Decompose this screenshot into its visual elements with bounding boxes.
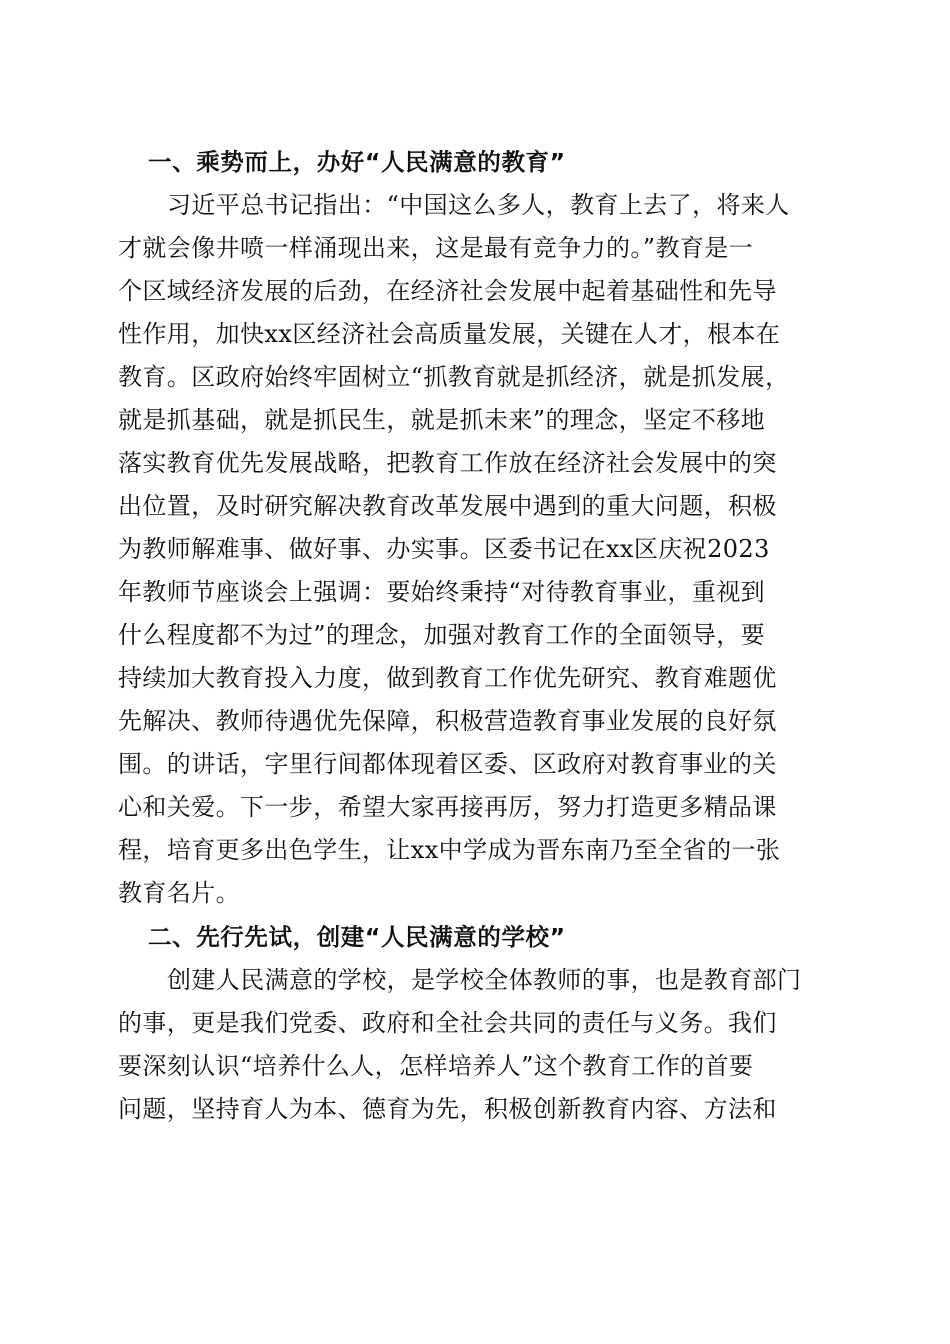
paragraph-line: 教育。区政府始终牢固树立“抓教育就是抓经济，就是抓发展， [118,363,790,391]
section-2-heading: 二、先行先试，创建“人民满意的学校” [148,923,566,951]
paragraph-line: 问题，坚持育人为本、德育为先，积极创新教育内容、方法和 [118,1095,777,1123]
paragraph-line: 年教师节座谈会上强调：要始终秉持“对待教育事业，重视到 [118,578,766,606]
paragraph-line: 围。的讲话，字里行间都体现着区委、区政府对教育事业的关 [118,750,777,778]
paragraph-line: 程，培育更多出色学生，让xx中学成为晋东南乃至全省的一张 [118,836,781,864]
section-1-heading: 一、乘势而上，办好“人民满意的教育” [148,148,566,176]
paragraph-line: 就是抓基础，就是抓民生，就是抓未来”的理念，坚定不移地 [118,406,766,434]
paragraph-line: 出位置，及时研究解决教育改革发展中遇到的重大问题，积极 [118,492,777,520]
document-body [118,140,832,1131]
paragraph-line: 的事，更是我们党委、政府和全社会共同的责任与义务。我们 [118,1009,777,1037]
paragraph-line: 习近平总书记指出：“中国这么多人，教育上去了，将来人 [167,191,790,219]
section-1-paragraph [118,184,832,915]
paragraph-line: 什么程度都不为过”的理念，加强对教育工作的全面领导，要 [118,621,766,649]
paragraph-line: 要深刻认识“培养什么人，怎样培养人”这个教育工作的首要 [118,1052,754,1080]
paragraph-line: 为教师解难事、做好事、办实事。区委书记在xx区庆祝2023 [118,535,770,563]
paragraph-line: 性作用，加快xx区经济社会高质量发展，关键在人才，根本在 [118,320,781,348]
paragraph-line: 落实教育优先发展战略，把教育工作放在经济社会发展中的突 [118,449,777,477]
section-2-paragraph [118,959,832,1131]
paragraph-line: 先解决、教师待遇优先保障，积极营造教育事业发展的良好氛 [118,707,777,735]
paragraph-line: 教育名片。 [118,879,240,907]
paragraph-line: 才就会像井喷一样涌现出来，这是最有竞争力的。”教育是一 [118,234,754,262]
paragraph-line: 持续加大教育投入力度，做到教育工作优先研究、教育难题优 [118,664,777,692]
paragraph-line: 创建人民满意的学校，是学校全体教师的事，也是教育部门 [167,966,802,994]
paragraph-line: 心和关爱。下一步，希望大家再接再厉，努力打造更多精品课 [118,793,777,821]
paragraph-line: 个区域经济发展的后劲，在经济社会发展中起着基础性和先导 [118,277,777,305]
